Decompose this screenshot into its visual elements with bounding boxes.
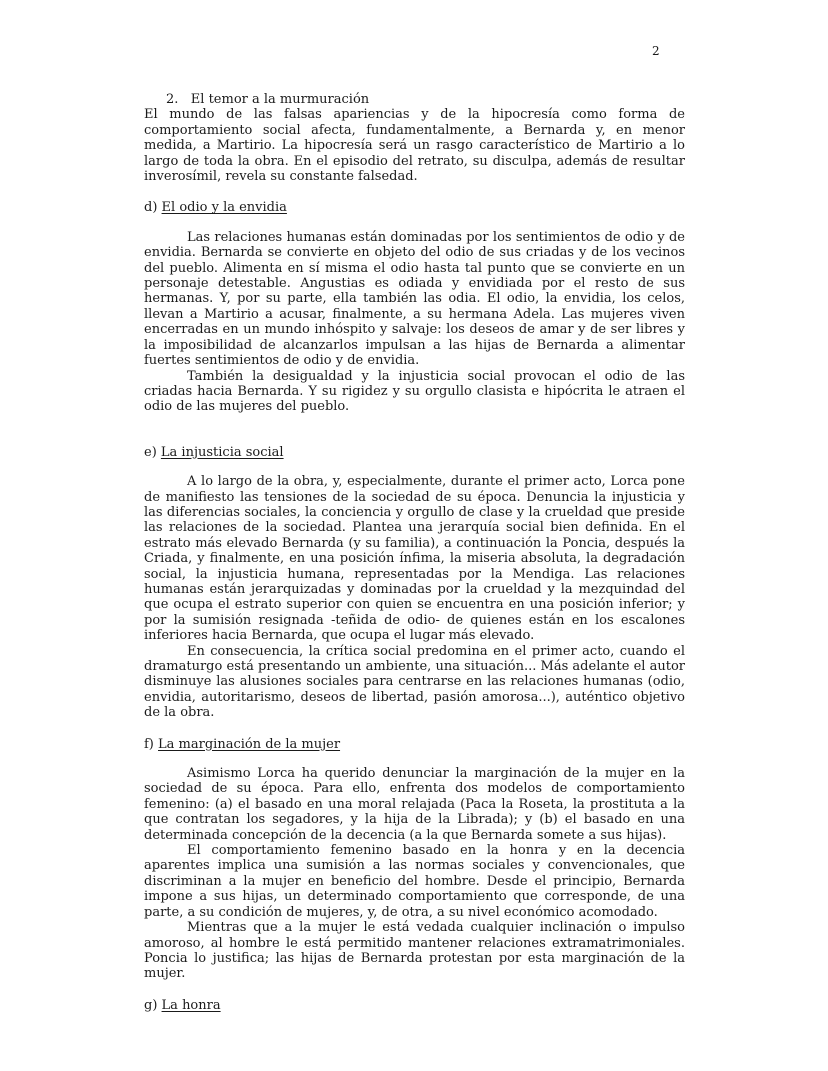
section-f-heading: [144, 737, 685, 752]
section-f-paragraph-3: Mientras que a la mujer le está vedada cualquier inclinación o impulso amoroso, al hombre le está permitido mantener relaciones extramatrimoniales. Poncia lo justifica; las hijas de Bernarda protestan por esta marginación de la mujer.: [144, 920, 685, 982]
section-f-title: La marginación de la mujer: [158, 736, 341, 752]
page-number: 2: [652, 44, 660, 58]
section-f-paragraph-2: El comportamiento femenino basado en la honra y en la decencia aparentes implica una sumisión a las normas sociales y convencionales, que discriminan a la mujer en beneficio del hombre. Desde el principio, Bernarda impone a sus hijas, un determinado comportamiento que corresponde, de una parte, a su condición de mujeres, y, de otra, a su nivel económico acomodado.: [144, 843, 685, 920]
section-g-title: La honra: [161, 997, 221, 1013]
item-2-paragraph: El mundo de las falsas apariencias y de la hipocresía como forma de comportamiento social afecta, fundamentalmente, a Bernarda y, en menor medida, a Martirio. La hipocresía será un rasgo característico de Martirio a lo largo de toda la obra. En el episodio del retrato, su disculpa, además de resultar inverosímil, revela su constante falsedad.: [144, 107, 685, 185]
section-g-letter: g): [144, 997, 158, 1013]
section-d-paragraph-2: También la desigualdad y la injusticia social provocan el odio de las criadas hacia Bernarda. Y su rigidez y su orgullo clasista e hipócrita le atraen el odio de las mujeres del pueblo.: [144, 368, 685, 415]
item-2-heading: 2. El temor a la murmuración: [166, 92, 370, 107]
section-d-paragraph-1: Las relaciones humanas están dominadas por los sentimientos de odio y de envidia. Bernarda se convierte en objeto del odio de sus criadas y de los vecinos del pueblo. Alimenta en sí misma el odio hasta tal punto que se convierte en un personaje detestable. Angustias es odiada y envidiada por el resto de sus hermanas. Y, por su parte, ella también las odia. El odio, la envidia, los celos, llevan a Martirio a acusar, finalmente, a su hermana Adela. Las mujeres viven encerradas en un mundo inhóspito y salvaje: los deseos de amar y de ser libres y la imposibilidad de alcanzarlos impulsan a las hijas de Bernarda a alimentar fuertes sentimientos de odio y de envidia.: [144, 229, 685, 369]
section-f-letter: f): [144, 736, 154, 752]
section-d-letter: d): [144, 200, 158, 216]
section-f-paragraph-1: Asimismo Lorca ha querido denunciar la marginación de la mujer en la sociedad de su época. Para ello, enfrenta dos modelos de comportamiento femenino: (a) el basado en una moral relajada (Paca la Roseta, la prostituta a la que contratan los segadores, y la hija de la Librada); y (b) el basado en una determinada concepción de la decencia (a la que Bernarda somete a sus hijas).: [144, 766, 685, 843]
section-e-heading: [144, 445, 685, 460]
section-e-paragraph-1: A lo largo de la obra, y, especialmente, durante el primer acto, Lorca pone de manifiesto las tensiones de la sociedad de su época. Denuncia la injusticia y las diferencias sociales, la conciencia y orgullo de clase y la crueldad que preside las relaciones de la sociedad. Plantea una jerarquía social bien definida. En el estrato más elevado Bernarda (y su familia), a continuación la Poncia, después la Criada, y finalmente, en una posición ínfima, la miseria absoluta, la degradación social, la injusticia humana, representadas por la Mendiga. Las relaciones humanas están jerarquizadas y dominadas por la crueldad y la mezquindad del que ocupa el estrato superior con quien se encuentra en una posición inferior; y por la sumisión resignada -teñida de odio- de quienes están en los escalones inferiores hacia Bernarda, que ocupa el lugar más elevado.: [144, 474, 685, 644]
section-d-title: El odio y la envidia: [161, 200, 287, 216]
section-g-heading: [144, 998, 685, 1013]
section-d-heading: [144, 200, 685, 215]
document-body: [144, 92, 685, 1013]
section-e-letter: e): [144, 444, 157, 460]
section-e-title: La injusticia social: [160, 444, 284, 460]
section-e-paragraph-2: En consecuencia, la crítica social predomina en el primer acto, cuando el dramaturgo está presentando un ambiente, una situación... Más adelante el autor disminuye las alusiones sociales para centrarse en las relaciones humanas (odio, envidia, autoritarismo, deseos de libertad, pasión amorosa...), auténtico objetivo de la obra.: [144, 643, 685, 721]
